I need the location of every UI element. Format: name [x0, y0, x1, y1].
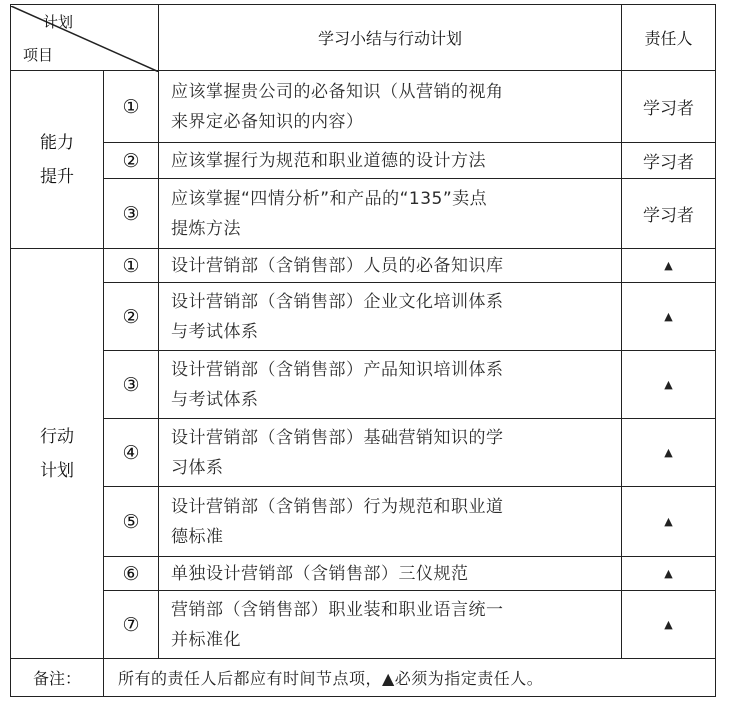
item-content-line: 设计营销部（含销售部）企业文化培训体系 — [171, 291, 504, 312]
item-number: ② — [104, 283, 159, 351]
item-number: ③ — [104, 179, 159, 249]
item-number: ⑥ — [104, 557, 159, 591]
category-label-line: 行动 — [40, 426, 74, 447]
item-responsible: 学习者 — [622, 71, 716, 143]
item-content-line: 应该掌握行为规范和职业道德的设计方法 — [171, 150, 486, 171]
table-row — [11, 591, 716, 659]
note-label: 备注： — [11, 659, 104, 697]
item-content — [159, 179, 622, 249]
item-responsible: ▲ — [622, 351, 716, 419]
item-content-line: 营销部（含销售部）职业装和职业语言统一 — [171, 599, 504, 620]
item-content-line: 与考试体系 — [171, 389, 259, 410]
item-content — [159, 591, 622, 659]
item-number: ① — [104, 249, 159, 283]
item-number: ① — [104, 71, 159, 143]
item-responsible: ▲ — [622, 419, 716, 487]
item-content-line: 设计营销部（含销售部）行为规范和职业道 — [171, 496, 504, 517]
table-row — [11, 351, 716, 419]
table-row — [11, 179, 716, 249]
study-action-plan-table — [10, 4, 716, 697]
table-row — [11, 143, 716, 179]
item-content-line: 设计营销部（含销售部）人员的必备知识库 — [171, 255, 504, 276]
item-content — [159, 249, 622, 283]
item-content-line: 并标准化 — [171, 629, 241, 650]
item-content — [159, 143, 622, 179]
table-row — [11, 487, 716, 557]
item-content — [159, 419, 622, 487]
item-content-line: 与考试体系 — [171, 321, 259, 342]
item-number: ③ — [104, 351, 159, 419]
item-responsible: 学习者 — [622, 143, 716, 179]
item-content — [159, 351, 622, 419]
category-cell — [11, 71, 104, 249]
corner-label-item: 项目 — [23, 45, 54, 64]
category-cell — [11, 249, 104, 659]
item-content-line: 应该掌握“四情分析”和产品的“135”卖点 — [171, 188, 488, 209]
item-content-line: 习体系 — [171, 457, 224, 478]
plan-table-wrapper — [10, 4, 716, 697]
header-responsible: 责任人 — [622, 5, 716, 71]
item-content-line: 单独设计营销部（含销售部）三仪规范 — [171, 563, 469, 584]
item-number: ② — [104, 143, 159, 179]
item-content-line: 提炼方法 — [171, 218, 241, 239]
corner-label-plan: 计划 — [43, 12, 74, 31]
item-responsible: 学习者 — [622, 179, 716, 249]
item-content-line: 应该掌握贵公司的必备知识（从营销的视角 — [171, 81, 504, 102]
table-row — [11, 419, 716, 487]
item-content-line: 设计营销部（含销售部）基础营销知识的学 — [171, 427, 504, 448]
item-number: ⑦ — [104, 591, 159, 659]
note-text: 所有的责任人后都应有时间节点项，▲必须为指定责任人。 — [104, 659, 716, 697]
item-responsible: ▲ — [622, 557, 716, 591]
item-content — [159, 71, 622, 143]
diagonal-header-cell — [11, 5, 159, 71]
header-content: 学习小结与行动计划 — [159, 5, 622, 71]
category-label-line: 计划 — [40, 460, 74, 481]
item-content — [159, 487, 622, 557]
item-responsible: ▲ — [622, 591, 716, 659]
note-row — [11, 659, 716, 697]
item-content-line: 设计营销部（含销售部）产品知识培训体系 — [171, 359, 504, 380]
item-responsible: ▲ — [622, 283, 716, 351]
item-content-line: 德标准 — [171, 526, 224, 547]
item-content — [159, 557, 622, 591]
table-row — [11, 249, 716, 283]
header-row — [11, 5, 716, 71]
table-row — [11, 283, 716, 351]
category-label-line: 提升 — [40, 166, 74, 187]
table-row — [11, 557, 716, 591]
item-content — [159, 283, 622, 351]
category-label-line: 能力 — [40, 132, 74, 153]
item-responsible: ▲ — [622, 487, 716, 557]
item-content-line: 来界定必备知识的内容） — [171, 111, 364, 132]
item-number: ⑤ — [104, 487, 159, 557]
item-number: ④ — [104, 419, 159, 487]
item-responsible: ▲ — [622, 249, 716, 283]
table-row — [11, 71, 716, 143]
